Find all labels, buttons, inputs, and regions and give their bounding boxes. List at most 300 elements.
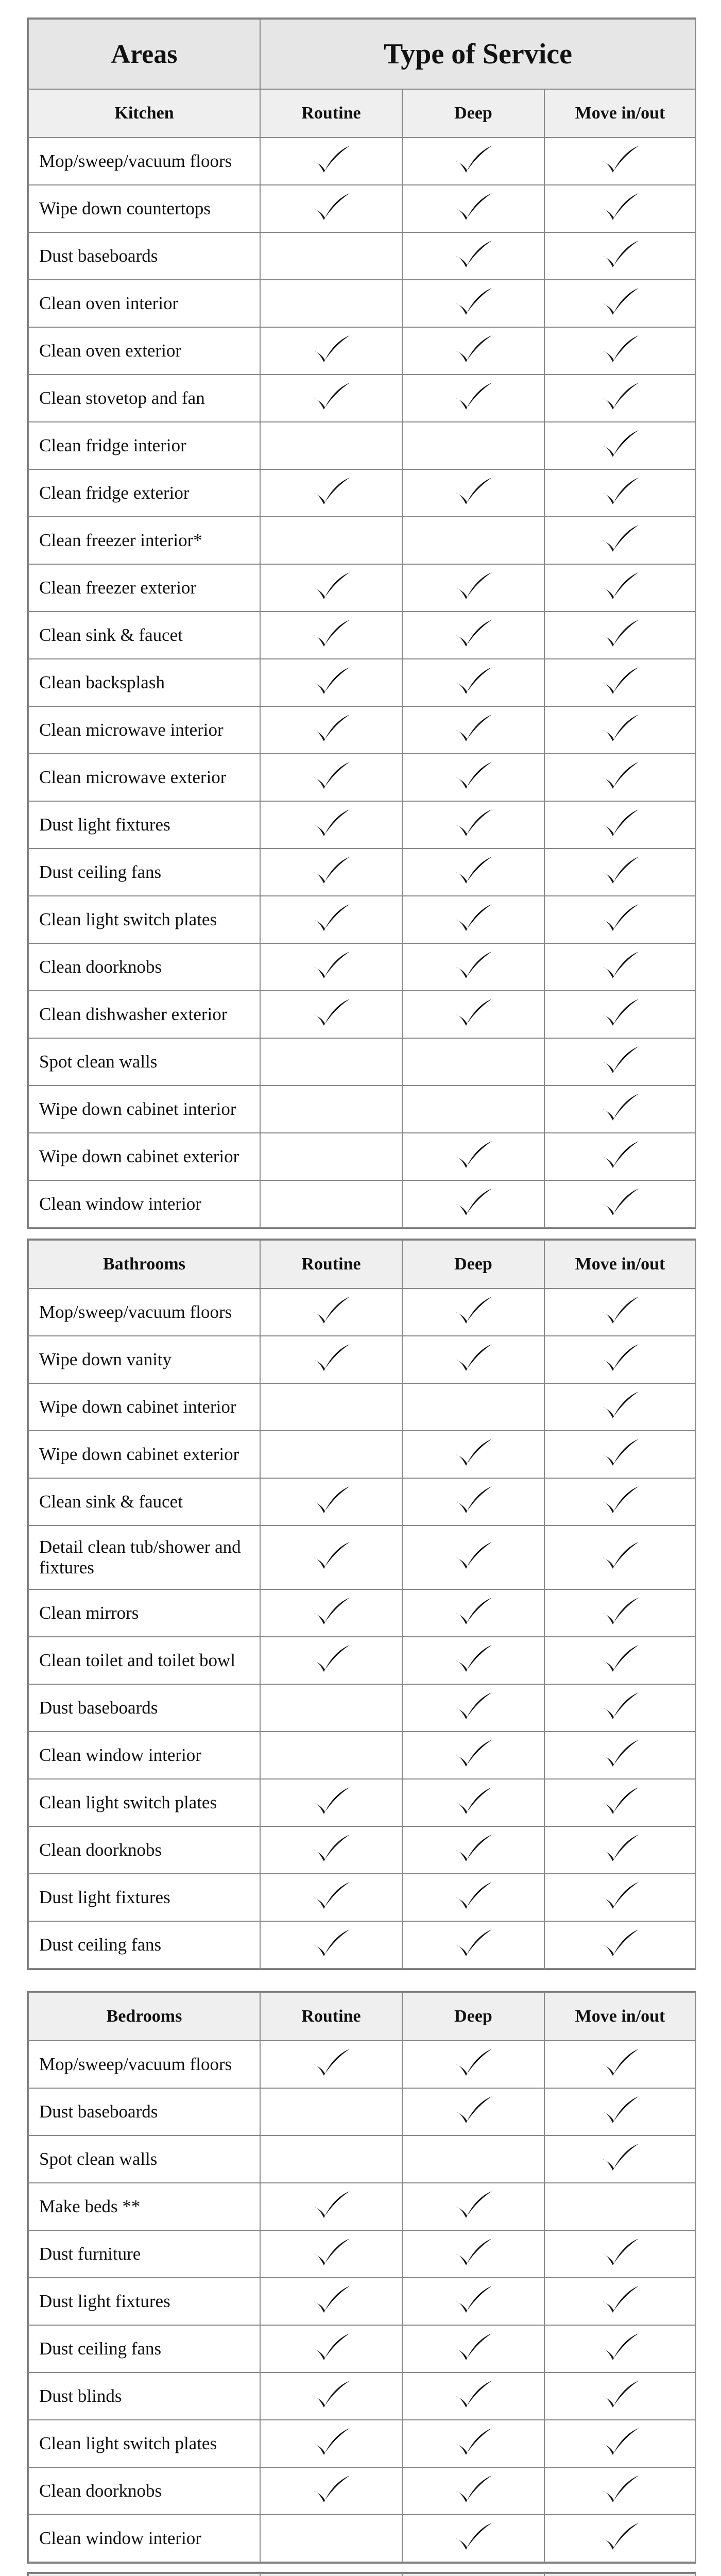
cell-move: [544, 138, 696, 185]
table-row: [28, 1732, 696, 1779]
cell-deep: [402, 517, 544, 564]
cell-move: [544, 1133, 696, 1180]
checkmark-icon: [311, 1596, 352, 1626]
checkmark-icon: [599, 1833, 641, 1863]
cell-routine: [260, 801, 402, 849]
task-label: Clean microwave exterior: [28, 754, 260, 801]
cell-deep: [402, 1133, 544, 1180]
checkmark-icon: [599, 286, 641, 317]
cell-deep: [402, 232, 544, 280]
checkmark-icon: [311, 1927, 352, 1958]
task-label: Dust light fixtures: [28, 1874, 260, 1921]
checkmark-icon: [599, 997, 641, 1028]
table-row: [28, 2278, 696, 2325]
checkmark-icon: [599, 2379, 641, 2410]
checkmark-icon: [311, 1833, 352, 1863]
cell-move: [544, 1086, 696, 1133]
cell-move: [544, 659, 696, 706]
column-header-routine: Routine: [260, 1240, 402, 1289]
cell-move: [544, 2278, 696, 2325]
cell-deep: [402, 138, 544, 185]
section-header-common-areas: [28, 2573, 696, 2576]
checkmark-icon: [311, 1484, 352, 1515]
cell-routine: [260, 1526, 402, 1589]
checkmark-icon: [599, 807, 641, 838]
table-row: [28, 2372, 696, 2420]
cell-routine: [260, 2467, 402, 2515]
table-row: [28, 1589, 696, 1637]
cell-move: [544, 1383, 696, 1431]
table-row: [28, 943, 696, 991]
task-label: Dust ceiling fans: [28, 849, 260, 896]
cell-move: [544, 612, 696, 659]
cell-deep: [402, 896, 544, 943]
cell-deep: [402, 185, 544, 232]
task-label: Dust light fixtures: [28, 2278, 260, 2325]
checkmark-icon: [599, 1690, 641, 1721]
checkmark-icon: [599, 760, 641, 791]
table-row: [28, 422, 696, 469]
cell-move: [544, 2041, 696, 2088]
table-row: [28, 138, 696, 185]
checkmark-icon: [599, 523, 641, 554]
checkmark-icon: [599, 570, 641, 601]
task-label: Clean light switch plates: [28, 2420, 260, 2467]
cell-routine: [260, 896, 402, 943]
cell-deep: [402, 1732, 544, 1779]
column-header-move: Move in/out: [544, 1240, 696, 1289]
checkmark-icon: [599, 2094, 641, 2125]
table-row: [28, 1336, 696, 1383]
cell-deep: [402, 1086, 544, 1133]
cell-deep: [402, 1921, 544, 1969]
cell-routine: [260, 754, 402, 801]
table-row: [28, 1133, 696, 1180]
cell-routine: [260, 2183, 402, 2230]
cell-deep: [402, 422, 544, 469]
cell-routine: [260, 1779, 402, 1826]
section-title: [28, 2573, 260, 2576]
cell-deep: [402, 754, 544, 801]
task-label: Dust baseboards: [28, 2088, 260, 2136]
cell-deep: [402, 849, 544, 896]
checkmark-icon: [599, 1342, 641, 1373]
checkmark-icon: [311, 713, 352, 743]
cell-move: [544, 327, 696, 375]
checkmark-icon: [599, 2331, 641, 2362]
table-row: [28, 1038, 696, 1086]
table-row: [28, 659, 696, 706]
checkmark-icon: [453, 760, 494, 791]
table-row: [28, 1637, 696, 1684]
cell-deep: [402, 943, 544, 991]
cell-routine: [260, 2136, 402, 2183]
task-label: Clean mirrors: [28, 1589, 260, 1637]
cell-deep: [402, 2136, 544, 2183]
cell-deep: [402, 2467, 544, 2515]
cell-move: [544, 1589, 696, 1637]
checkmark-icon: [453, 1927, 494, 1958]
task-label: Wipe down countertops: [28, 185, 260, 232]
table-row: [28, 2136, 696, 2183]
column-header-deep: Deep: [402, 89, 544, 138]
task-label: Clean toilet and toilet bowl: [28, 1637, 260, 1684]
areas-header: Areas: [28, 19, 260, 89]
checkmark-icon: [311, 1295, 352, 1326]
checkmark-icon: [599, 2521, 641, 2552]
table-row: [28, 2041, 696, 2088]
cell-routine: [260, 1874, 402, 1921]
cell-move: [544, 469, 696, 517]
cell-deep: [402, 1874, 544, 1921]
table-row: [28, 2467, 696, 2515]
cell-deep: [402, 706, 544, 754]
task-label: Dust baseboards: [28, 1684, 260, 1732]
checkmark-icon: [599, 1540, 641, 1571]
section-header-bedrooms: [28, 1992, 696, 2041]
table-row: [28, 896, 696, 943]
cell-routine: [260, 375, 402, 422]
table-row: [28, 991, 696, 1038]
cell-move: [544, 706, 696, 754]
checkmark-icon: [311, 2047, 352, 2078]
cell-move: [544, 896, 696, 943]
checkmark-icon: [453, 902, 494, 933]
checkmark-icon: [453, 570, 494, 601]
column-header-move: Move in/out: [544, 1992, 696, 2041]
table-row: [28, 1779, 696, 1826]
table-row: [28, 1526, 696, 1589]
checkmark-icon: [599, 2426, 641, 2457]
checkmark-icon: [599, 1389, 641, 1420]
checkmark-icon: [311, 1785, 352, 1816]
checkmark-icon: [453, 855, 494, 886]
checkmark-icon: [311, 2379, 352, 2410]
cell-move: [544, 2515, 696, 2562]
task-label: Mop/sweep/vacuum floors: [28, 138, 260, 185]
table-row: [28, 469, 696, 517]
cell-routine: [260, 849, 402, 896]
cell-routine: [260, 1684, 402, 1732]
cell-deep: [402, 659, 544, 706]
checkmark-icon: [599, 1437, 641, 1468]
checkmark-icon: [599, 1927, 641, 1958]
cell-deep: [402, 2230, 544, 2278]
task-label: Clean fridge interior: [28, 422, 260, 469]
table-row: [28, 1431, 696, 1478]
cell-deep: [402, 1383, 544, 1431]
cell-routine: [260, 2278, 402, 2325]
checkmark-icon: [311, 381, 352, 412]
table-row: [28, 706, 696, 754]
checkmark-icon: [599, 191, 641, 222]
checkmark-icon: [311, 476, 352, 506]
checkmark-icon: [599, 2047, 641, 2078]
column-header-deep: [402, 2573, 544, 2576]
task-label: Dust furniture: [28, 2230, 260, 2278]
table-row: [28, 2183, 696, 2230]
checkmark-icon: [599, 713, 641, 743]
cell-routine: [260, 1289, 402, 1336]
cell-move: [544, 1637, 696, 1684]
checkmark-icon: [453, 2426, 494, 2457]
cell-move: [544, 232, 696, 280]
cell-routine: [260, 517, 402, 564]
cell-routine: [260, 1589, 402, 1637]
cell-routine: [260, 1086, 402, 1133]
table-row: [28, 517, 696, 564]
task-label: Clean oven interior: [28, 280, 260, 327]
task-label: Clean sink & faucet: [28, 612, 260, 659]
checkmark-icon: [453, 1437, 494, 1468]
task-label: Detail clean tub/shower and fixtures: [28, 1526, 260, 1589]
cell-move: [544, 2183, 696, 2230]
task-label: Dust ceiling fans: [28, 2325, 260, 2372]
cell-routine: [260, 469, 402, 517]
checkmark-icon: [453, 1833, 494, 1863]
cell-move: [544, 1921, 696, 1969]
table-row: [28, 564, 696, 612]
cell-routine: [260, 1921, 402, 1969]
cell-routine: [260, 232, 402, 280]
checkmark-icon: [599, 1880, 641, 1911]
task-label: Clean light switch plates: [28, 1779, 260, 1826]
cell-move: [544, 185, 696, 232]
task-label: Clean doorknobs: [28, 943, 260, 991]
cell-routine: [260, 2420, 402, 2467]
checkmark-icon: [453, 665, 494, 696]
bathrooms-table: [27, 1239, 696, 1970]
cell-move: [544, 2372, 696, 2420]
cell-routine: [260, 1637, 402, 1684]
checkmark-icon: [453, 1880, 494, 1911]
checkmark-icon: [599, 381, 641, 412]
checkmark-icon: [311, 570, 352, 601]
table-row: [28, 1826, 696, 1874]
checkmark-icon: [311, 618, 352, 649]
cell-deep: [402, 2420, 544, 2467]
cell-move: [544, 2088, 696, 2136]
cell-deep: [402, 1826, 544, 1874]
column-header-routine: [260, 2573, 402, 2576]
cell-routine: [260, 659, 402, 706]
cell-routine: [260, 2041, 402, 2088]
column-header-routine: Routine: [260, 89, 402, 138]
table-row: [28, 232, 696, 280]
checkmark-icon: [453, 2047, 494, 2078]
section-title: Bedrooms: [28, 1992, 260, 2041]
cell-move: [544, 943, 696, 991]
task-label: Clean window interior: [28, 2515, 260, 2562]
task-label: Dust blinds: [28, 2372, 260, 2420]
table-row: [28, 1921, 696, 1969]
checkmark-icon: [311, 191, 352, 222]
task-label: Clean oven exterior: [28, 327, 260, 375]
cell-deep: [402, 2088, 544, 2136]
cell-deep: [402, 1684, 544, 1732]
task-label: Clean window interior: [28, 1732, 260, 1779]
task-label: Clean window interior: [28, 1180, 260, 1228]
checkmark-icon: [599, 144, 641, 175]
checkmark-icon: [453, 1738, 494, 1769]
cell-routine: [260, 1431, 402, 1478]
checkmark-icon: [453, 2236, 494, 2267]
checkmark-icon: [453, 1643, 494, 1674]
cell-deep: [402, 2372, 544, 2420]
cell-routine: [260, 564, 402, 612]
checkmark-icon: [453, 1785, 494, 1816]
cell-deep: [402, 1589, 544, 1637]
checkmark-icon: [453, 1540, 494, 1571]
checkmark-icon: [453, 2284, 494, 2315]
task-label: Clean backsplash: [28, 659, 260, 706]
task-label: Mop/sweep/vacuum floors: [28, 2041, 260, 2088]
task-label: Wipe down cabinet interior: [28, 1383, 260, 1431]
checkmark-icon: [453, 239, 494, 269]
cell-move: [544, 1038, 696, 1086]
checkmark-icon: [311, 2189, 352, 2220]
checkmark-icon: [599, 428, 641, 459]
cell-routine: [260, 138, 402, 185]
checkmark-icon: [453, 1139, 494, 1170]
cell-deep: [402, 991, 544, 1038]
checkmark-icon: [599, 1484, 641, 1515]
cell-routine: [260, 2230, 402, 2278]
checkmark-icon: [311, 1540, 352, 1571]
checkmark-icon: [453, 2189, 494, 2220]
table-row: [28, 185, 696, 232]
checkmark-icon: [599, 476, 641, 506]
checkmark-icon: [453, 381, 494, 412]
task-label: Wipe down cabinet interior: [28, 1086, 260, 1133]
checkmark-icon: [599, 1187, 641, 1217]
task-label: Clean freezer interior*: [28, 517, 260, 564]
cell-move: [544, 2325, 696, 2372]
task-label: Clean doorknobs: [28, 1826, 260, 1874]
task-label: Spot clean walls: [28, 1038, 260, 1086]
task-label: Clean light switch plates: [28, 896, 260, 943]
checkmark-icon: [599, 2236, 641, 2267]
task-label: Clean dishwasher exterior: [28, 991, 260, 1038]
checkmark-icon: [311, 2426, 352, 2457]
cell-move: [544, 1732, 696, 1779]
checkmark-icon: [599, 1139, 641, 1170]
checkmark-icon: [599, 2473, 641, 2504]
table-row: [28, 280, 696, 327]
checkmark-icon: [599, 618, 641, 649]
checkmark-icon: [311, 902, 352, 933]
task-label: Dust baseboards: [28, 232, 260, 280]
cell-deep: [402, 1038, 544, 1086]
table-row: [28, 2230, 696, 2278]
table-row: [28, 801, 696, 849]
cell-routine: [260, 2372, 402, 2420]
checkmark-icon: [453, 618, 494, 649]
cell-move: [544, 849, 696, 896]
cell-deep: [402, 1289, 544, 1336]
cell-routine: [260, 280, 402, 327]
type-of-service-header: Type of Service: [260, 19, 696, 89]
section-header-kitchen: [28, 89, 696, 138]
cell-deep: [402, 2183, 544, 2230]
task-label: Dust light fixtures: [28, 801, 260, 849]
cell-move: [544, 991, 696, 1038]
checkmark-icon: [599, 239, 641, 269]
table-row: [28, 1478, 696, 1526]
column-header-move: [544, 2573, 696, 2576]
checkmark-icon: [599, 2142, 641, 2173]
task-label: Dust ceiling fans: [28, 1921, 260, 1969]
cell-routine: [260, 706, 402, 754]
checkmark-icon: [453, 2473, 494, 2504]
cell-deep: [402, 280, 544, 327]
task-label: Spot clean walls: [28, 2136, 260, 2183]
checkmark-icon: [599, 855, 641, 886]
table-row: [28, 849, 696, 896]
cell-move: [544, 2230, 696, 2278]
checkmark-icon: [311, 333, 352, 364]
checkmark-icon: [311, 2331, 352, 2362]
cell-deep: [402, 612, 544, 659]
checkmark-icon: [311, 1342, 352, 1373]
checkmark-icon: [311, 760, 352, 791]
cell-deep: [402, 801, 544, 849]
cell-move: [544, 1431, 696, 1478]
checkmark-icon: [311, 2284, 352, 2315]
cell-routine: [260, 1180, 402, 1228]
checkmark-icon: [311, 2236, 352, 2267]
checkmark-icon: [453, 807, 494, 838]
table-row: [28, 612, 696, 659]
table-row: [28, 375, 696, 422]
checkmark-icon: [599, 1295, 641, 1326]
cell-move: [544, 422, 696, 469]
checkmark-icon: [453, 476, 494, 506]
checkmark-icon: [453, 1484, 494, 1515]
cell-routine: [260, 1383, 402, 1431]
task-label: Clean fridge exterior: [28, 469, 260, 517]
cell-deep: [402, 2278, 544, 2325]
checkmark-icon: [311, 855, 352, 886]
table-row: [28, 2515, 696, 2562]
table-row: [28, 327, 696, 375]
checkmark-icon: [599, 1044, 641, 1075]
table-row: [28, 1289, 696, 1336]
task-label: Wipe down cabinet exterior: [28, 1431, 260, 1478]
cell-deep: [402, 327, 544, 375]
cell-routine: [260, 1133, 402, 1180]
task-label: Wipe down vanity: [28, 1336, 260, 1383]
checkmark-icon: [453, 950, 494, 980]
checkmark-icon: [453, 713, 494, 743]
task-label: Clean sink & faucet: [28, 1478, 260, 1526]
checkmark-icon: [599, 1092, 641, 1123]
checkmark-icon: [453, 1187, 494, 1217]
checkmark-icon: [599, 333, 641, 364]
column-header-deep: Deep: [402, 1240, 544, 1289]
common-areas-table: [27, 2572, 696, 2576]
checkmark-icon: [453, 286, 494, 317]
task-label: Clean stovetop and fan: [28, 375, 260, 422]
column-header-routine: Routine: [260, 1992, 402, 2041]
cell-move: [544, 375, 696, 422]
bedrooms-table: [27, 1991, 696, 2564]
cell-routine: [260, 612, 402, 659]
checkmark-icon: [311, 665, 352, 696]
cell-routine: [260, 2515, 402, 2562]
checkmark-icon: [453, 2379, 494, 2410]
cell-deep: [402, 469, 544, 517]
